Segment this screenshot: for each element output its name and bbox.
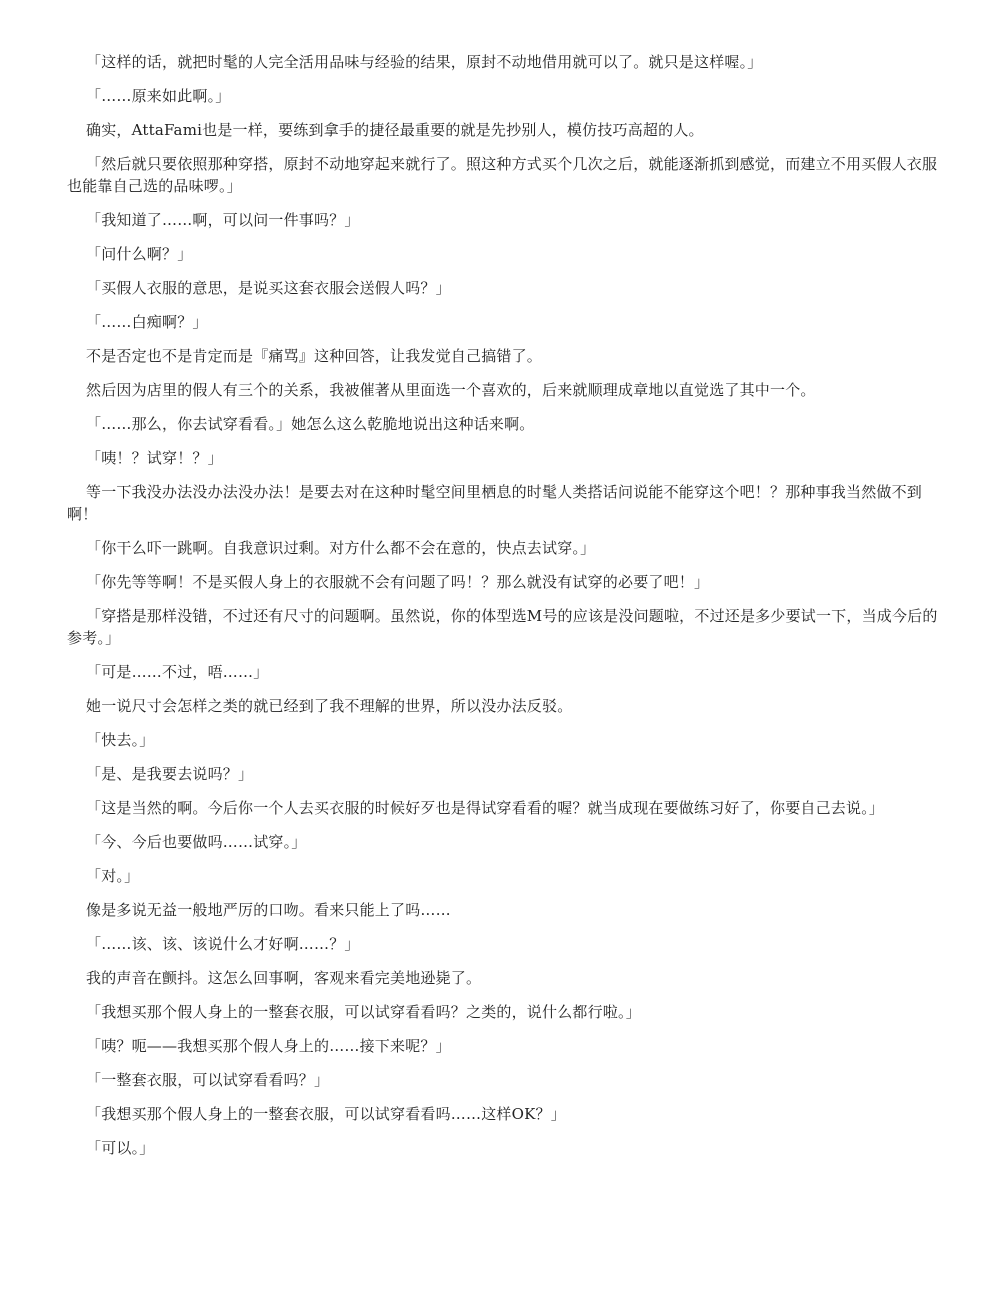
paragraph: 「可以。」 (86, 1139, 155, 1157)
paragraph: 「这样的话，就把时髦的人完全活用品味与经验的结果，原封不动地借用就可以了。就只是这样喔。」 (86, 53, 763, 71)
paragraph: 「可是……不过，唔……」 (86, 663, 269, 681)
paragraph: 「问什么啊？」 (86, 245, 193, 263)
paragraph: 「……该、该、该说什么才好啊……？」 (86, 935, 360, 953)
paragraph: 像是多说无益一般地严厉的口吻。看来只能上了吗…… (86, 901, 451, 919)
paragraph: 「咦？呃——我想买那个假人身上的……接下来呢？」 (86, 1037, 451, 1055)
paragraph: 「然后就只要依照那种穿搭，原封不动地穿起来就行了。照这种方式买个几次之后，就能逐渐抓到感觉，而建立不用买假人衣服也能靠自己选的品味啰。」 (67, 155, 938, 195)
paragraph: 「我想买那个假人身上的一整套衣服，可以试穿看看吗？之类的，说什么都行啦。」 (86, 1003, 641, 1021)
paragraph: 她一说尺寸会怎样之类的就已经到了我不理解的世界，所以没办法反驳。 (86, 697, 573, 715)
paragraph: 「买假人衣服的意思，是说买这套衣服会送假人吗？」 (86, 279, 451, 297)
paragraph: 「你先等等啊！不是买假人身上的衣服就不会有问题了吗！？那么就没有试穿的必要了吧！」 (86, 573, 710, 591)
paragraph: 我的声音在颤抖。这怎么回事啊，客观来看完美地逊毙了。 (86, 969, 482, 987)
paragraph: 「……原来如此啊。」 (86, 87, 231, 105)
paragraph: 等一下我没办法没办法没办法！是要去对在这种时髦空间里栖息的时髦人类搭话问说能不能穿这个吧！？那种事我当然做不到啊！ (67, 483, 923, 523)
paragraph: 「是、是我要去说吗？」 (86, 765, 254, 783)
paragraph: 「穿搭是那样没错，不过还有尺寸的问题啊。虽然说，你的体型选M号的应该是没问题啦，不过还是多少要试一下，当成今后的参考。」 (67, 607, 938, 647)
paragraph: 「这是当然的啊。今后你一个人去买衣服的时候好歹也是得试穿看看的喔？就当成现在要做练习好了，你要自己去说。」 (86, 799, 885, 817)
paragraph: 「你干么吓一跳啊。自我意识过剩。对方什么都不会在意的，快点去试穿。」 (86, 539, 596, 557)
paragraph: 「……白痴啊？」 (86, 313, 208, 331)
paragraph: 「……那么，你去试穿看看。」她怎么这么乾脆地说出这种话来啊。 (86, 415, 535, 433)
paragraph: 「今、今后也要做吗……试穿。」 (86, 833, 307, 851)
paragraph: 不是否定也不是肯定而是『痛骂』这种回答，让我发觉自己搞错了。 (86, 347, 543, 365)
paragraph: 确实，AttaFami也是一样，要练到拿手的捷径最重要的就是先抄别人，模仿技巧高超的人。 (86, 121, 704, 139)
paragraph: 「我知道了……啊，可以问一件事吗？」 (86, 211, 360, 229)
paragraph: 「我想买那个假人身上的一整套衣服，可以试穿看看吗……这样OK？」 (86, 1105, 566, 1123)
paragraph: 「咦！？试穿！？」 (86, 449, 223, 467)
paragraph: 「对。」 (86, 867, 140, 885)
paragraph: 「快去。」 (86, 731, 155, 749)
paragraph: 「一整套衣服，可以试穿看看吗？」 (86, 1071, 330, 1089)
paragraph: 然后因为店里的假人有三个的关系，我被催著从里面选一个喜欢的，后来就顺理成章地以直觉选了其中一个。 (86, 381, 816, 399)
